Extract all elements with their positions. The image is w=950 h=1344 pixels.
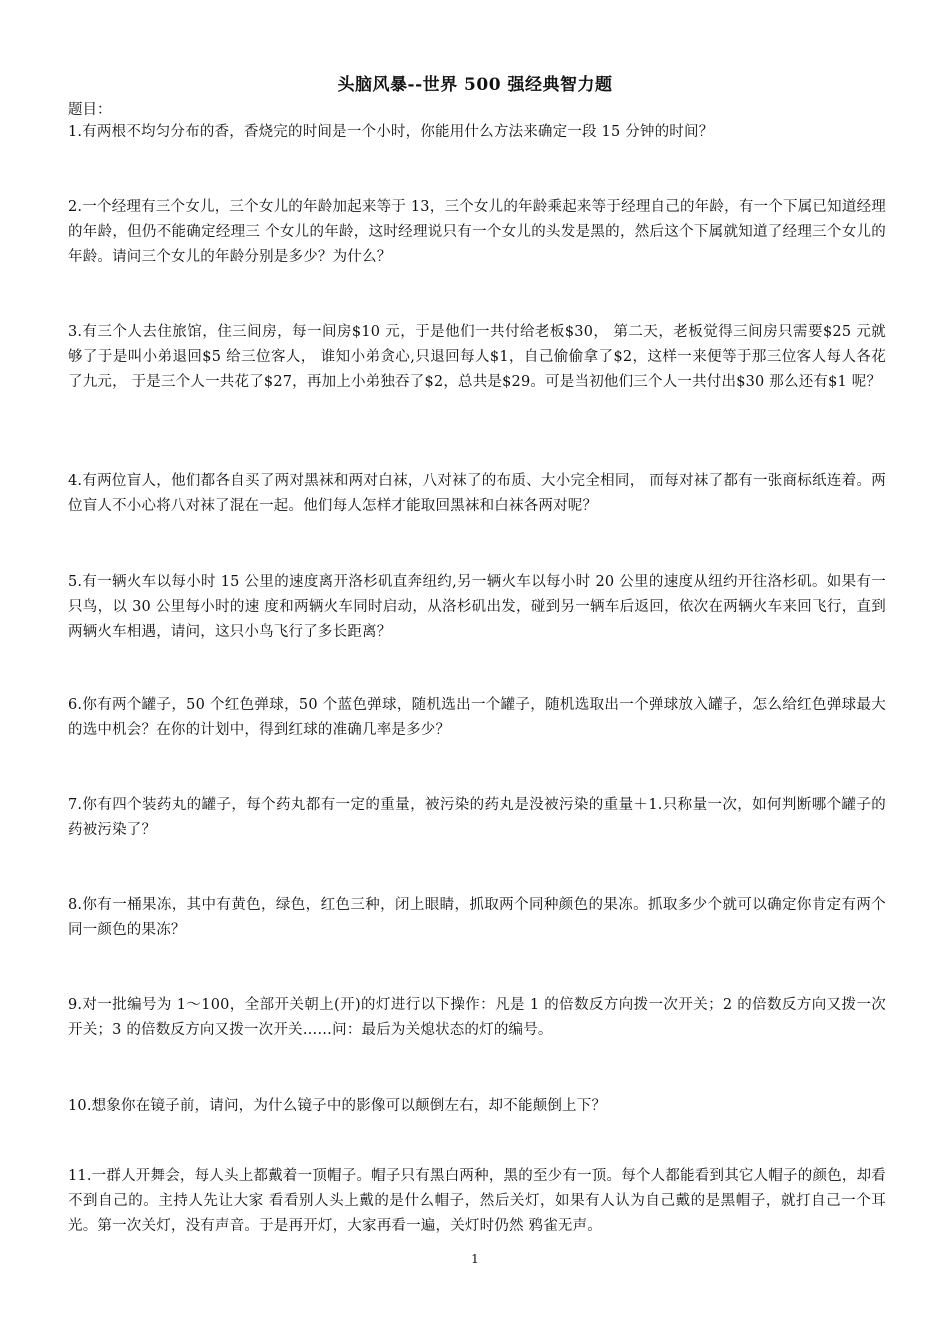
question-10: 10.想象你在镜子前，请问，为什么镜子中的影像可以颠倒左右，却不能颠倒上下？ <box>68 1098 607 1114</box>
question-5: 5.有一辆火车以每小时 15 公里的速度离开洛杉矶直奔纽约,另一辆火车以每小时 20 公里的速度从纽约开往洛杉矶。如果有一只鸟，以 30 公里每小时的速 度和两辆火车同时启动，从洛杉矶出发，碰到另一辆车后返回，依次在两辆火车来回飞行，直到两辆火车相遇，请问，这只小鸟飞行了多长距离？ <box>68 574 886 640</box>
question-3: 3.有三个人去住旅馆，住三间房，每一间房$10 元，于是他们一共付给老板$30， 第二天，老板觉得三间房只需要$25 元就够了于是叫小弟退回$5 给三位客人， 谁知小弟贪心,只退回每人$1，自己偷偷拿了$2，这样一来便等于那三位客人每人各花了九元， 于是三个人一共花了$27，再加上小弟独吞了$2，总共是$29。可是当初他们三个人一共付出$30 那么还有$1 呢？ <box>68 324 886 390</box>
question-11: 11.一群人开舞会，每人头上都戴着一顶帽子。帽子只有黑白两种，黑的至少有一顶。每个人都能看到其它人帽子的颜色，却看不到自己的。主持人先让大家 看看别人头上戴的是什么帽子，然后关灯，如果有人认为自己戴的是黑帽子，就打自己一个耳光。第一次关灯，没有声音。于是再开灯，大家再看一遍，关灯时仍然 鸦雀无声。 <box>68 1168 886 1234</box>
question-9: 9.对一批编号为 1～100，全部开关朝上(开)的灯进行以下操作：凡是 1 的倍数反方向拨一次开关；2 的倍数反方向又拨一次开关；3 的倍数反方向又拨一次开关……问：最后为关熄状态的灯的编号。 <box>68 997 886 1038</box>
question-7: 7.你有四个装药丸的罐子，每个药丸都有一定的重量，被污染的药丸是没被污染的重量＋1.只称量一次，如何判断哪个罐子的药被污染了？ <box>68 797 886 838</box>
questions-heading: 题目： <box>68 102 112 118</box>
question-2: 2.一个经理有三个女儿，三个女儿的年龄加起来等于 13，三个女儿的年龄乘起来等于经理自己的年龄，有一个下属已知道经理的年龄，但仍不能确定经理三 个女儿的年龄，这时经理说只有一个女儿的头发是黑的，然后这个下属就知道了经理三个女儿的年龄。请问三个女儿的年龄分别是多少？为什么？ <box>68 199 886 265</box>
page-number: 1 <box>471 1252 479 1266</box>
question-6: 6.你有两个罐子，50 个红色弹球，50 个蓝色弹球，随机选出一个罐子，随机选取出一个弹球放入罐子，怎么给红色弹球最大的选中机会？在你的计划中，得到红球的准确几率是多少？ <box>68 697 886 738</box>
page-title: 头脑风暴--世界 500 强经典智力题 <box>337 75 613 95</box>
question-8: 8.你有一桶果冻，其中有黄色，绿色，红色三种，闭上眼睛，抓取两个同种颜色的果冻。抓取多少个就可以确定你肯定有两个同一颜色的果冻？ <box>68 897 886 938</box>
question-1: 1.有两根不均匀分布的香，香烧完的时间是一个小时，你能用什么方法来确定一段 15 分钟的时间？ <box>68 124 714 140</box>
question-4: 4.有两位盲人，他们都各自买了两对黑袜和两对白袜，八对袜了的布质、大小完全相同， 而每对袜了都有一张商标纸连着。两位盲人不小心将八对袜了混在一起。他们每人怎样才能取回黑袜和白袜各两对呢？ <box>68 473 886 514</box>
